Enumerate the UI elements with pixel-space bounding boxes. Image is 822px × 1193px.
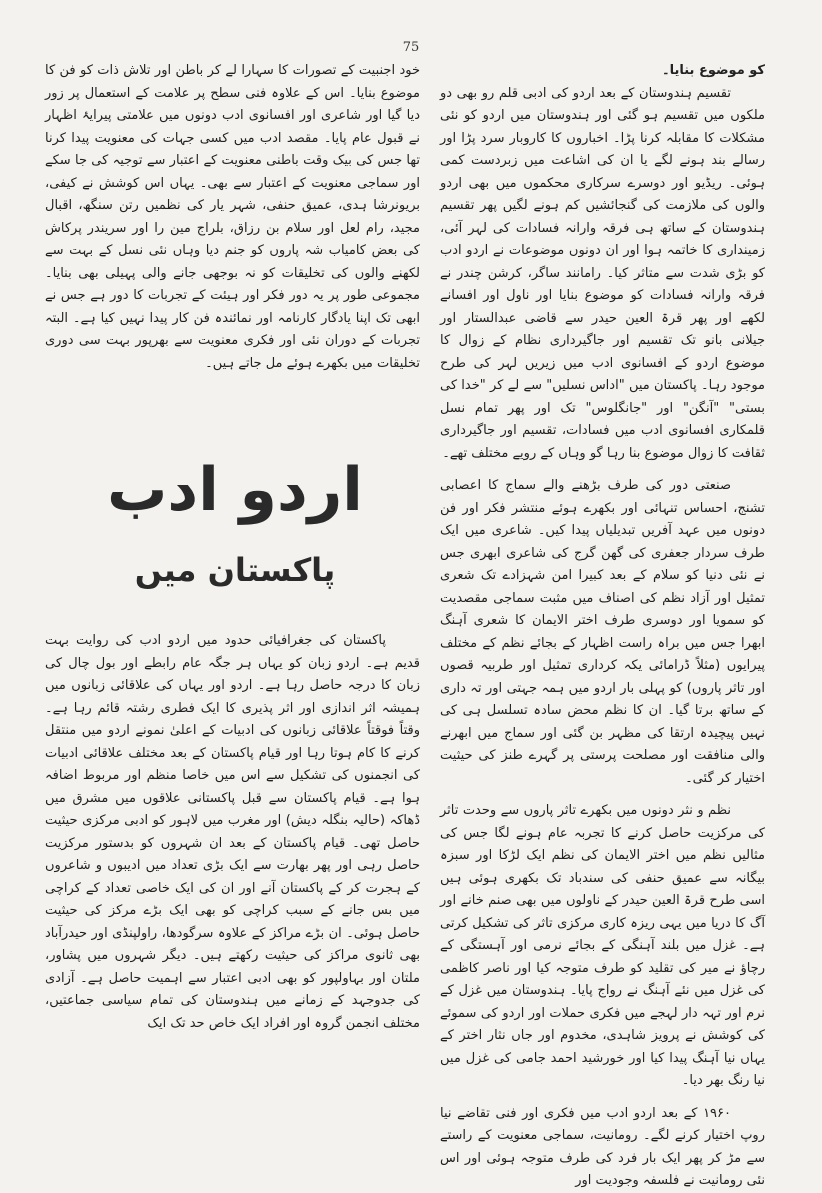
paragraph: ۱۹۶۰ کے بعد اردو ادب میں فکری اور فنی تقاضے نیا روپ اختیار کرنے لگے۔ رومانیت، سماجی معنویت کے راستے سے مڑ کر پھر ایک بار فرد کی طرف متوجہ ہوئی اور اس نئی رومانیت نے فلسفہ وجودیت اور [440, 1105, 765, 1188]
paragraph: خود اجنبیت کے تصورات کا سہارا لے کر باطن اور تلاش ذات کو فن کا موضوع بنایا۔ اس کے علاوہ فنی سطح پر علامت کے استعمال پر زور دیا گیا اور شاعری اور افسانوی ادب دونوں میں علامتی پیرایۂ اظہار نے قبول عام پایا۔ مقصد ادب میں کسی جہات کی معنویت پیدا کرنا تھا جس کی بیک وقت باطنی معنویت کے اعتبار سے توجیہ کی جا سکے اور سماجی معنویت کے اعتبار سے بھی۔ یہاں اس کوشش نے کیفی، بریونرشا ہدی، عمیق حنفی، شہر یار کی نظمیں رتن سنگھ، اقبال مجید، رام لعل اور سلام بن رزاق، بلراج مین را اور سریندر پرکاش کی بعض کامیاب شہ پاروں کو جنم دیا وہاں نئی نسل کے بہت سے لکھنے والوں کی تخلیقات کو نہ بوجھی جانے والی پہیلی بھی بنایا۔ مجموعی طور پر یہ دور فکر اور ہیئت کے تجربات کا دور ہے جس نے ابھی تک اپنا یادگار کارنامہ اور نمائندہ فن کار پیدا نہیں کیا ہے۔ البتہ تجربات کے دوران نئی اور فکری معنویت سے بھرپور بہت سی دوری تخلیقات میں بکھرے ہوئے مل جاتے ہیں۔ [45, 63, 420, 371]
section-subtitle: پاکستان میں [134, 551, 336, 589]
section-title: اردو ادب [107, 455, 363, 525]
section-title-block [60, 440, 410, 620]
left-column-bottom [45, 630, 420, 1070]
page-number: 75 [402, 40, 420, 55]
paragraph: صنعتی دور کی طرف بڑھنے والے سماج کا اعصابی تشنج، احساس تنہائی اور بکھرے ہوئے منتشر فکر اور فن دونوں میں عہد آفریں تبدیلیاں پیدا کیں۔ شاعری میں ایک طرف سردار جعفری کی گھن گرج کی شاعری ابھری جس نے نئی دنیا کو سلام کے بعد کبیرا امن شہزادے تک شعری تمثیل اور آزاد نظم کی اصناف میں مثبت سماجی مقصدیت کو سمویا اور دوسری طرف اختر الایمان کا شعری آہنگ ابھرا جس میں براہ راست اظہار کے بجائے نظم کے مختلف پیرایوں (مثلاً ڈرامائی یکہ کرداری تمثیل اور طربیہ قصوں اور تاثر پاروں) کو پہلی بار اردو میں ہمہ جہتی اور تہ داری کے ساتھ برتا گیا۔ ان کا نظم محض سادہ تسلسل ہی کی نہیں پیچیدہ ارتقا کی مظہر بن گئی اور سماج میں ابھرنے والی منافقت اور مصلحت پرستی پر گہرے طنز کی حیثیت اختیار کر گئی۔ [440, 478, 765, 786]
paragraph: تقسیم ہندوستان کے بعد اردو کی ادبی قلم رو بھی دو ملکوں میں تقسیم ہو گئی اور ہندوستان میں اردو کو نئی مشکلات کا مقابلہ کرنا پڑا۔ اخباروں کا کاروبار سرد پڑا اور رسالے بند ہونے لگے یا ان کی اشاعت میں زبردست کمی ہوئی۔ ریڈیو اور دوسرے سرکاری محکموں میں بھی اردو والوں کی ملازمت کی گنجائشیں کم ہونے لگیں پھر تقسیم ہندوستان کے ساتھ ہی فرقہ وارانہ فسادات کی لہر آئی، زمینداری کا خاتمہ ہوا اور ان دونوں موضوعات نے اردو ادب کو بڑی شدت سے متاثر کیا۔ رامانند ساگر، کرشن چندر نے فرقہ وارانہ فسادات کو موضوع بنایا اور ناول اور افسانے لکھے اور پھر قرۃ العین حیدر سے قاضی عبدالستار اور جیلانی بانو تک تقسیم اور جاگیرداری نظام کے زوال کا موضوع اردو کے افسانوی ادب میں زیریں لہر کی طرح موجود رہا۔ پاکستان میں "اداس نسلیں" سے لے کر "خدا کی بستی" "آنگن" اور "جانگلوس" تک اور پھر تمام نسل قلمکاری افسانوی ادب میں فسادات، تقسیم اور جاگیرداری ثقافت کا زوال موضوع بنا رہا گو وہاں کے رویے مختلف تھے۔ [440, 85, 765, 461]
paragraph: نظم و نثر دونوں میں بکھرے تاثر پاروں سے وحدت تاثر کی مرکزیت حاصل کرنے کا تجربہ عام ہونے لگا جس کی مثالیں نظم میں اختر الایمان کی نظم ایک لڑکا اور سبزہ بیگانہ سے عمیق حنفی کی سندباد تک بکھری ہوئی ہیں اسی طرح قرۃ العین حیدر کے ناولوں میں بھی صنم خانے اور آگ کا دریا میں یہی ریزہ کاری مرکزی تاثر کی تشکیل کرتی ہے۔ غزل میں بلند آہنگی کے بجائے نرمی اور آہستگی کے رچاؤ نے میر کی تقلید کو طرف متوجہ کیا اور ناصر کاظمی کی غزل میں نئے آہنگ نے رواج پایا۔ ہندوستان میں غزل کے نرم اور تہہ دار لہجے میں فکری حملات اور اردو کی سموئے کی کوشش نے پرویز شاہدی، مخدوم اور جاں نثار اختر کے یہاں نیا آہنگ پیدا کیا اور خورشید احمد جامی کی غزل میں نیا رنگ بھر دیا۔ [440, 803, 765, 1088]
paragraph: پاکستان کی جغرافیائی حدود میں اردو ادب کی روایت بہت قدیم ہے۔ اردو زبان کو یہاں ہر جگہ عام رابطے اور بول چال کی زبان کا درجہ حاصل رہا ہے۔ اردو اور یہاں کی علاقائی زبانوں میں ہمیشہ اثر اندازی اور اثر پذیری کا ایک فطری رشتہ قائم رہا ہے۔ وقتاً فوقتاً علاقائی زبانوں کی ادبیات کے اعلیٰ نمونے اردو میں منتقل کرنے کا کام ہوتا رہا اور قیام پاکستان کے بعد مختلف علاقائی ادبیات کی انجمنوں کی تشکیل سے اس میں خاصا منظم اور مربوط اضافہ ہوا ہے۔ قیام پاکستان سے قبل پاکستانی علاقوں میں مشرق میں ڈھاکہ (حالیہ بنگلہ دیش) اور مغرب میں لاہور کو ادبی مرکزی حیثیت حاصل تھی۔ قیام پاکستان کے بعد ان شہروں کو بدستور مرکزیت حاصل رہی اور پھر بھارت سے ایک بڑی تعداد میں ادیبوں و شاعروں کے ہجرت کر کے پاکستان آنے اور ان کی ایک خاصی تعداد کے کراچی میں بس جانے کے سبب کراچی کو بھی ایک بڑے مرکز کی حیثیت حاصل ہوئی۔ ان بڑے مراکز کے علاوہ سرگودھا، راولپنڈی اور حیدرآباد بھی ثانوی مراکز کی حیثیت رکھتے ہیں۔ دیگر شہروں میں پشاور، ملتان اور بہاولپور کو بھی ادبی اعتبار سے اہمیت حاصل ہے۔ آزادی کی جدوجہد کے زمانے میں ہندوستان کی تمام سیاسی جماعتیں، مختلف انجمن گروہ اور افراد ایک خاص حد تک ایک [45, 633, 420, 1031]
right-column-heading: کو موضوع بنایا۔ [661, 63, 765, 78]
left-column-top [45, 60, 420, 425]
right-column [440, 60, 765, 1188]
